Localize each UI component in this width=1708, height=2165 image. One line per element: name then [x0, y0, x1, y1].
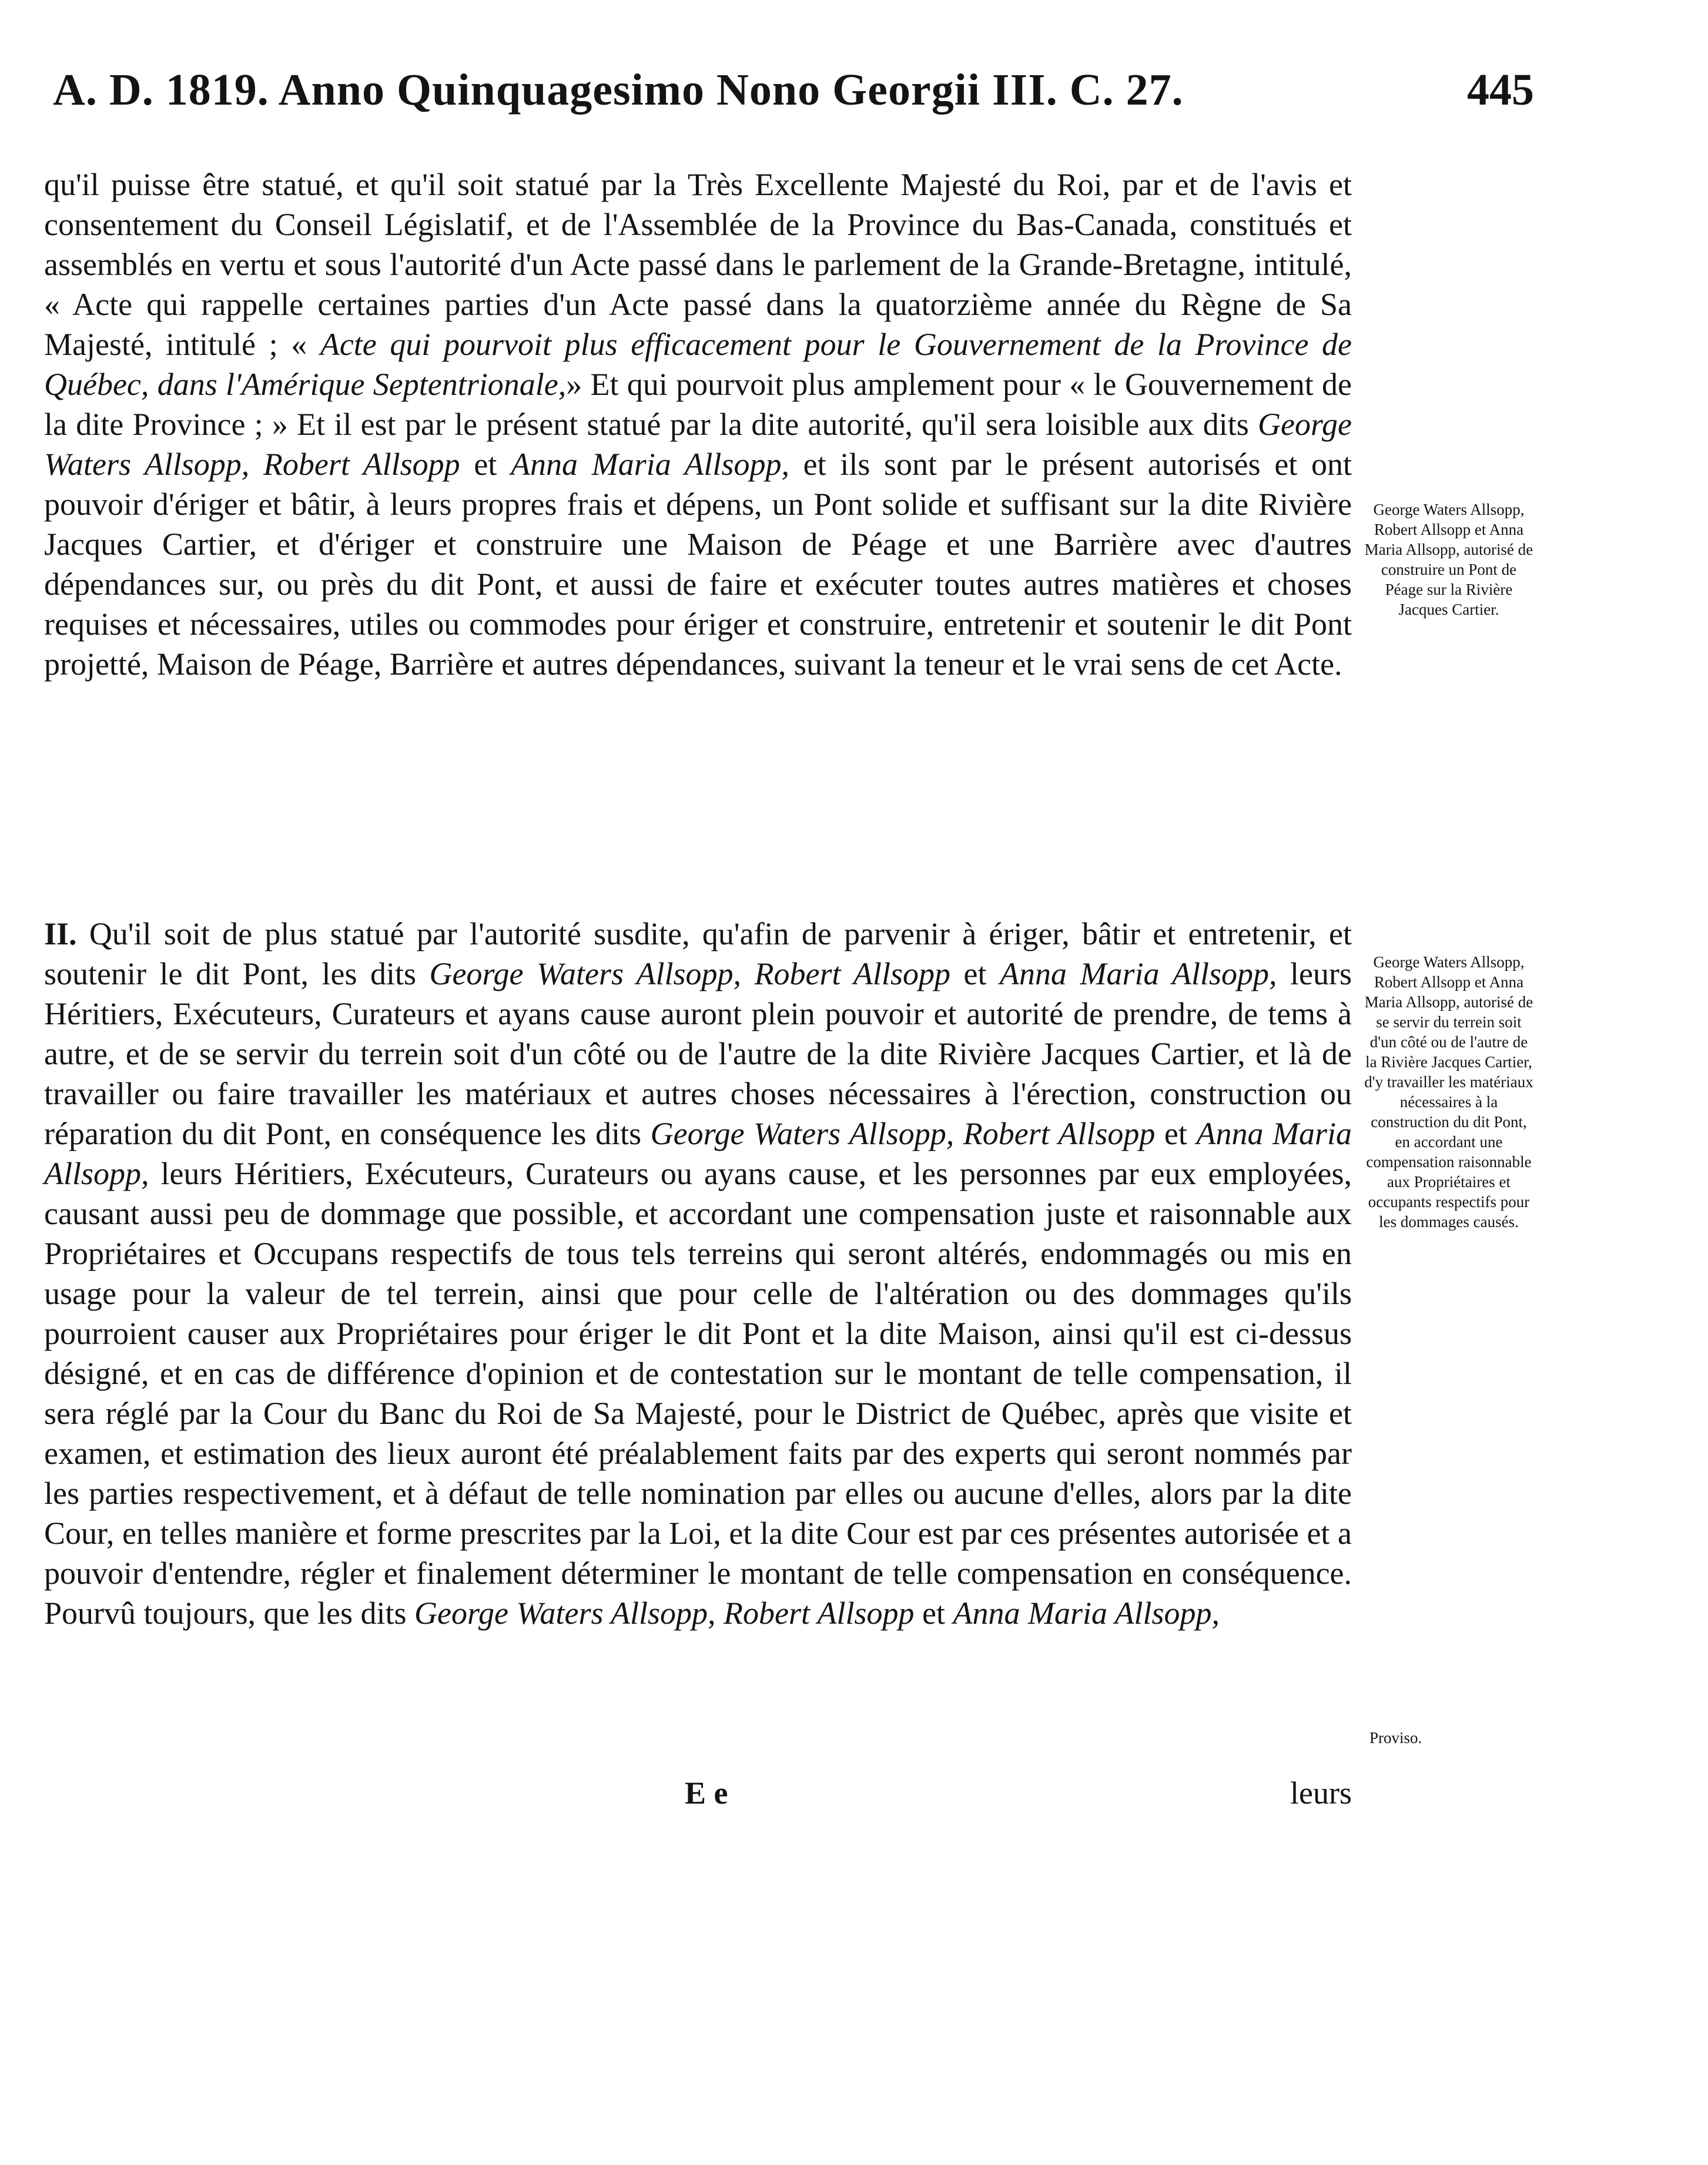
page-number: 445: [1467, 65, 1534, 115]
section-1-part-3: et ils sont par le présent autorisés et ont pouvoir d'ériger et bâtir, à leurs propres frais et dépens, un Pont solide et suffisant sur la dite Rivière Jacques Cartier, et d'ériger et construire une Maison de Péage et une Barrière avec d'autres dépendances sur, ou près du dit Pont, et aussi de faire et exécuter toutes autres matières et choses requises et nécessaires, utiles ou commodes pour ériger et construire, entretenir et soutenir le dit Pont projetté, Maison de Péage, Barrière et autres dépendances, suivant la teneur et le vrai sens de cet Acte.: [44, 447, 1352, 682]
section-2-part-3: leurs Héritiers, Exécuteurs, Curateurs ou ayans cause, et les personnes par eux employées, causant aussi peu de dommage que possible, et accordant une compensation juste et raisonnable aux Propriétaires et Occupans respectifs de tous tels terreins qui seront altérés, endommagés ou mis en usage pour la valeur de tel terrein, ainsi que pour celle de l'altération ou des dommages qu'ils pourroient causer aux Propriétaires pour ériger le dit Pont et la dite Maison, ainsi qu'il est ci-dessus désigné, et en cas de différence d'opinion et de contestation sur le montant de telle compensation, il sera réglé par la Cour du Banc du Roi de Sa Majesté, pour le District de Québec, après que visite et examen, et estimation des lieux auront été préalablement faits par des experts qui seront nommés par les parties respectivement, et à défaut de telle nomination par elles ou aucune d'elles, alors par la dite Cour, en telles manière et forme prescrites par la Loi, et la dite Cour est par ces présentes autorisée et a pouvoir d'entendre, régler et finalement déterminer le montant de telle compensation en conséquence. Pourvû toujours, que les dits: [44, 1156, 1352, 1631]
section-2-part-2: leurs Héritiers, Exécuteurs, Curateurs et ayans cause auront plein pouvoir et autorité de prendre, de tems à autre, et de se servir du terrein soit d'un côté ou de l'autre de la dite Rivière Jacques Cartier, et là de travailler ou faire travailler les matériaux et autres choses nécessaires à l'érection, construction ou réparation du dit Pont, en conséquence les dits: [44, 956, 1352, 1151]
section-number: II.: [44, 916, 77, 951]
running-title: A. D. 1819. Anno Quinquagesimo Nono Georgii III. C. 27.: [53, 65, 1184, 115]
grantee-name: Anna Maria Allsopp,: [511, 447, 789, 482]
conjunction: et: [460, 447, 511, 482]
grantee-name: Anna Maria Allsopp,: [44, 1116, 1352, 1191]
page-header: [53, 59, 1534, 141]
conjunction: et: [950, 956, 1000, 991]
cited-act-title: Acte qui pourvoit plus efficacement pour le Gouvernement de la Province de Québec, dans l'Amérique Septentrionale,: [44, 327, 1352, 402]
page-footer: [44, 1775, 1352, 1816]
grantee-names: George Waters Allsopp, Robert Allsopp: [650, 1116, 1156, 1151]
grantee-names: George Waters Allsopp, Robert Allsopp: [414, 1596, 915, 1631]
catchword: leurs: [1290, 1775, 1352, 1811]
marginal-note-2: George Waters Allsopp, Robert Allsopp et Anna Maria Allsopp, autorisé de se servir du terrein soit d'un côté ou de l'autre de la Rivière Jacques Cartier, d'y travailler les matériaux nécessaires à la construction du dit Pont, en accordant une compensation raisonnable aux Propriétaires et occupants respectifs pour les dommages causés.: [1364, 953, 1533, 1231]
section-2-part-1: Qu'il soit de plus statué par l'autorité susdite, qu'afin de parvenir à ériger, bâtir et entretenir, et soutenir le dit Pont, les dits: [44, 916, 1352, 991]
section-1-text: [44, 165, 1352, 684]
grantee-names: George Waters Allsopp, Robert Allsopp: [429, 956, 951, 991]
marginal-note-proviso: Proviso.: [1369, 1729, 1422, 1747]
grantee-names: George Waters Allsopp, Robert Allsopp: [44, 407, 1352, 482]
grantee-name: Anna Maria Allsopp,: [953, 1596, 1220, 1631]
signature-mark: E e: [685, 1775, 728, 1811]
conjunction: et: [914, 1596, 953, 1631]
conjunction: et: [1155, 1116, 1197, 1151]
grantee-name: Anna Maria Allsopp,: [1000, 956, 1277, 991]
section-2-text: [44, 914, 1352, 1633]
marginal-note-1: George Waters Allsopp, Robert Allsopp et Anna Maria Allsopp, autorisé de construire un Pont de Péage sur la Rivière Jacques Cartier.: [1364, 501, 1533, 618]
section-1-part-2: » Et qui pourvoit plus amplement pour « le Gouvernement de la dite Province ; » Et il est par le présent statué par la dite autorité, qu'il sera loisible aux dits: [44, 367, 1352, 442]
section-1-part-1: qu'il puisse être statué, et qu'il soit statué par la Très Excellente Majesté du Roi, par et de l'avis et consentement du Conseil Législatif, et de l'Assemblée de la Province du Bas-Canada, constitués et assemblés en vertu et sous l'autorité d'un Acte passé dans le parlement de la Grande-Bretagne, intitulé, « Acte qui rappelle certaines parties d'un Acte passé dans la quatorzième année du Règne de Sa Majesté, intitulé ; «: [44, 167, 1352, 362]
